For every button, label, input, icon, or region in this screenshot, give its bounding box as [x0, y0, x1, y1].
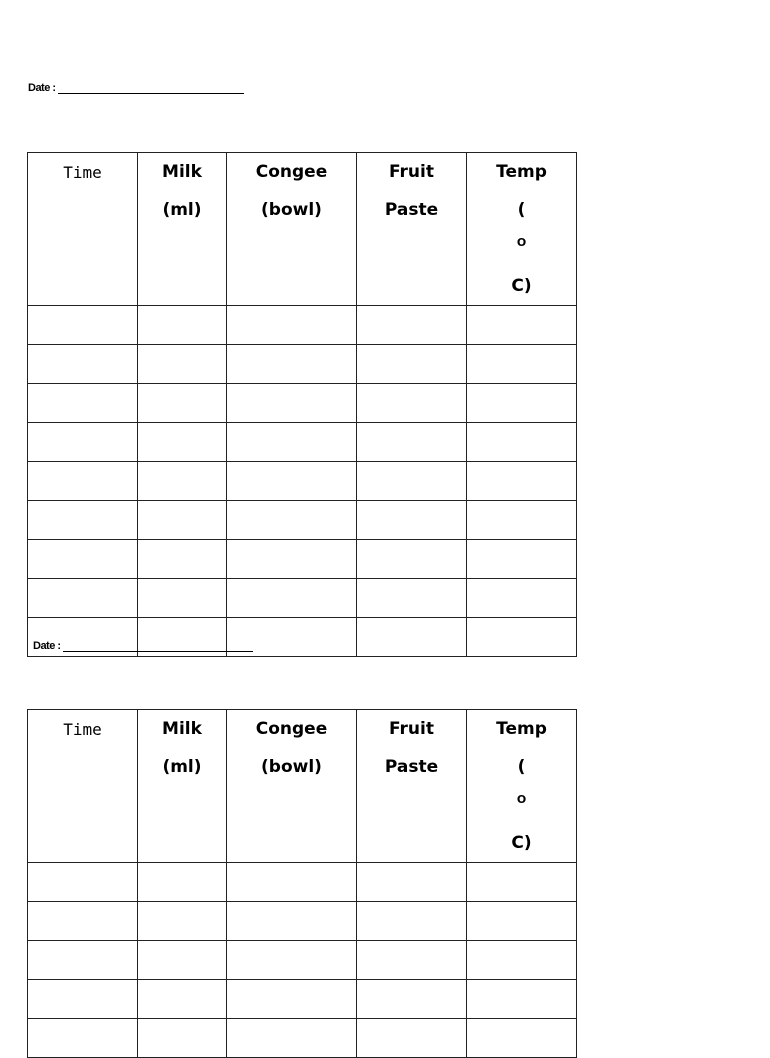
cell-congee[interactable]	[227, 863, 357, 902]
date-label: Date :	[33, 640, 61, 652]
cell-temp[interactable]	[467, 501, 577, 540]
header-milk: Milk (ml)	[138, 153, 227, 306]
cell-time[interactable]	[28, 384, 138, 423]
cell-temp[interactable]	[467, 941, 577, 980]
header-temp: Temp ( $^O$ C)	[467, 710, 577, 863]
cell-time[interactable]	[28, 1019, 138, 1058]
header-time: Time	[28, 153, 138, 306]
cell-congee[interactable]	[227, 540, 357, 579]
table-row	[28, 579, 577, 618]
cell-milk[interactable]	[138, 345, 227, 384]
cell-congee[interactable]	[227, 345, 357, 384]
cell-congee[interactable]	[227, 980, 357, 1019]
table-row	[28, 306, 577, 345]
table-row	[28, 345, 577, 384]
cell-fruit-paste[interactable]	[357, 384, 467, 423]
cell-fruit-paste[interactable]	[357, 501, 467, 540]
cell-temp[interactable]	[467, 540, 577, 579]
cell-milk[interactable]	[138, 306, 227, 345]
cell-fruit-paste[interactable]	[357, 579, 467, 618]
header-congee: Congee (bowl)	[227, 153, 357, 306]
cell-fruit-paste[interactable]	[357, 863, 467, 902]
cell-temp[interactable]	[467, 579, 577, 618]
cell-temp[interactable]	[467, 863, 577, 902]
cell-congee[interactable]	[227, 384, 357, 423]
table-row	[28, 1019, 577, 1058]
cell-milk[interactable]	[138, 579, 227, 618]
cell-milk[interactable]	[138, 902, 227, 941]
cell-fruit-paste[interactable]	[357, 980, 467, 1019]
table-body	[28, 863, 577, 1058]
cell-milk[interactable]	[138, 1019, 227, 1058]
table-body	[28, 306, 577, 657]
table-row	[28, 980, 577, 1019]
cell-milk[interactable]	[138, 941, 227, 980]
cell-congee[interactable]	[227, 306, 357, 345]
cell-time[interactable]	[28, 462, 138, 501]
cell-congee[interactable]	[227, 1019, 357, 1058]
cell-milk[interactable]	[138, 462, 227, 501]
cell-time[interactable]	[28, 423, 138, 462]
header-congee: Congee (bowl)	[227, 710, 357, 863]
cell-time[interactable]	[28, 902, 138, 941]
cell-fruit-paste[interactable]	[357, 941, 467, 980]
table-row	[28, 863, 577, 902]
cell-fruit-paste[interactable]	[357, 1019, 467, 1058]
table-row	[28, 941, 577, 980]
header-milk: Milk (ml)	[138, 710, 227, 863]
date-field-1	[28, 82, 244, 94]
table-row	[28, 462, 577, 501]
table-row	[28, 501, 577, 540]
cell-milk[interactable]	[138, 501, 227, 540]
table-row	[28, 540, 577, 579]
header-fruit-paste: Fruit Paste	[357, 710, 467, 863]
table-row	[28, 384, 577, 423]
header-row	[28, 153, 577, 306]
cell-temp[interactable]	[467, 423, 577, 462]
cell-milk[interactable]	[138, 423, 227, 462]
cell-temp[interactable]	[467, 902, 577, 941]
cell-congee[interactable]	[227, 423, 357, 462]
cell-congee[interactable]	[227, 579, 357, 618]
cell-time[interactable]	[28, 501, 138, 540]
cell-congee[interactable]	[227, 462, 357, 501]
cell-temp[interactable]	[467, 1019, 577, 1058]
header-time: Time	[28, 710, 138, 863]
cell-milk[interactable]	[138, 384, 227, 423]
cell-temp[interactable]	[467, 618, 577, 657]
cell-fruit-paste[interactable]	[357, 423, 467, 462]
cell-milk[interactable]	[138, 863, 227, 902]
feeding-log-table-2	[27, 709, 577, 1058]
cell-fruit-paste[interactable]	[357, 345, 467, 384]
cell-fruit-paste[interactable]	[357, 540, 467, 579]
table-row	[28, 902, 577, 941]
cell-congee[interactable]	[227, 941, 357, 980]
cell-time[interactable]	[28, 579, 138, 618]
cell-temp[interactable]	[467, 462, 577, 501]
cell-congee[interactable]	[227, 501, 357, 540]
table-row	[28, 423, 577, 462]
cell-temp[interactable]	[467, 306, 577, 345]
cell-fruit-paste[interactable]	[357, 462, 467, 501]
cell-fruit-paste[interactable]	[357, 306, 467, 345]
cell-temp[interactable]	[467, 345, 577, 384]
cell-temp[interactable]	[467, 980, 577, 1019]
cell-temp[interactable]	[467, 384, 577, 423]
date-blank-line[interactable]	[58, 85, 244, 94]
cell-time[interactable]	[28, 306, 138, 345]
date-label: Date :	[28, 82, 56, 94]
cell-fruit-paste[interactable]	[357, 902, 467, 941]
cell-time[interactable]	[28, 345, 138, 384]
header-temp: Temp ( $^O$ C)	[467, 153, 577, 306]
cell-time[interactable]	[28, 540, 138, 579]
date-blank-line[interactable]	[63, 643, 253, 652]
header-fruit-paste: Fruit Paste	[357, 153, 467, 306]
cell-milk[interactable]	[138, 540, 227, 579]
cell-time[interactable]	[28, 941, 138, 980]
cell-time[interactable]	[28, 980, 138, 1019]
feeding-log-table-1	[27, 152, 577, 657]
cell-fruit-paste[interactable]	[357, 618, 467, 657]
cell-milk[interactable]	[138, 980, 227, 1019]
header-row	[28, 710, 577, 863]
date-field-2	[33, 640, 253, 652]
cell-time[interactable]	[28, 863, 138, 902]
cell-congee[interactable]	[227, 902, 357, 941]
